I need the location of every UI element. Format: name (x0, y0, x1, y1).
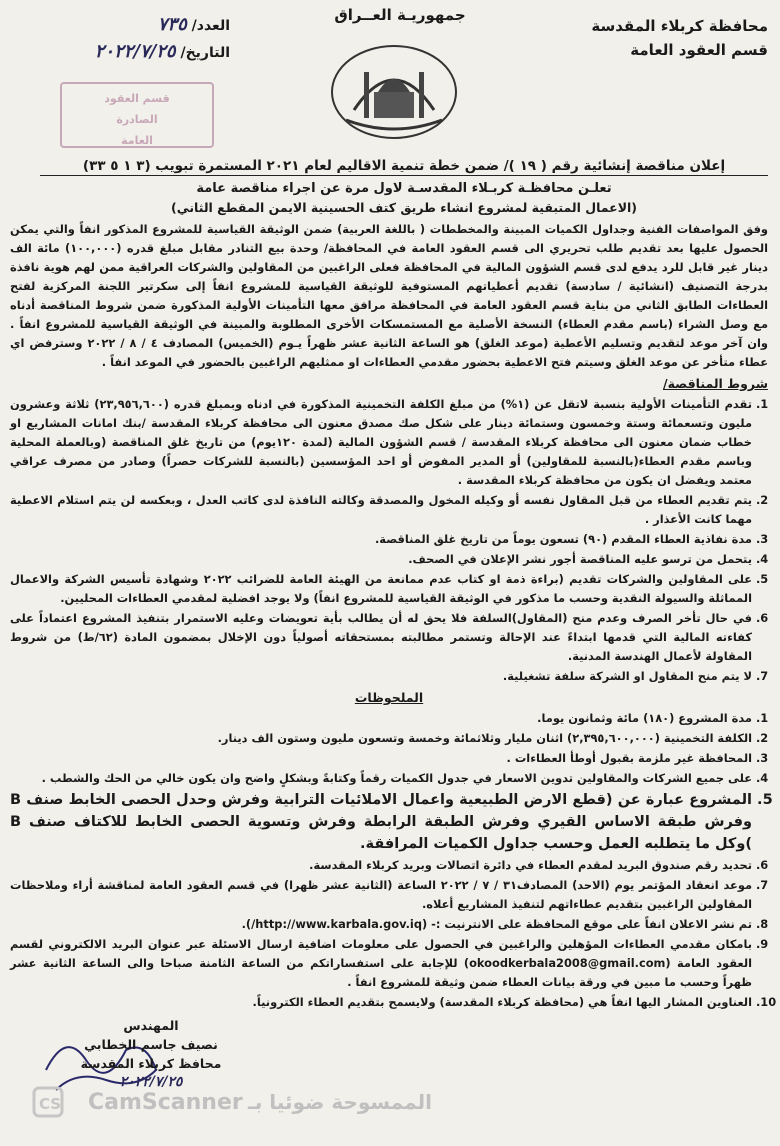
announcement-title: إعلان مناقصة إنشائية رقم ( ١٩ )/ ضمن خطة تنمية الاقاليم لعام ٢٠٢١ المستمرة تبويب (٣ ١ ٥ ٣٣) (40, 158, 768, 176)
signer-title: المهندس (123, 1018, 179, 1033)
svg-text:CS: CS (39, 1095, 62, 1113)
condition-item: 5. على المقاولين والشركات تقديم (براءة ذمة او كتاب عدم ممانعة من الهيئة العامة للضرائب ٢٠٢٢ وشهادة تأسيس الشركة والاعمال المماثلة والسيولة النقدية وحسب ما مذكور في الوثيقة القياسية للمشروع انفاً) ولا يوجد افضلية لمقدمي العطاءات المحليين. (10, 570, 752, 608)
condition-item: 1. تقدم التأمينات الأولية بنسبة لاتقل عن (١%) من مبلغ الكلفة التخمينية المذكورة في ادناه وبمبلغ قدره (٢٣,٩٥٦,٦٠٠) ثلاثة وعشرون مليون وتسعمائة وستة وخمسون وستمائة دينار على شكل صك مصدق معنون الى محافظة كربلاء المقدسة /بنك امانات المشاريع او خطاب ضمان معنون الى محافظة كربلاء المقدسة / قسم الشؤون المالية (لمدة ١٢٠يوم) من تاريخ غلق المناقصة (وبالعملة المحلية وباسم مقدم العطاء(بالنسبة للمقاولين) أو المدير المفوض أو احد المؤسسين (بالنسبة للشركات حصراً) وصادر من مصرف عراقي معتمد ويفضل ان يكون من محافظة كربلاء المقدسة . (10, 395, 752, 490)
signer-name: نصيف جاسم الخطابي (84, 1037, 218, 1052)
note-item: 8. تم نشر الاعلان انفاً على موقع المحافظة على الانترنيت :- (http://www.karbala.gov.iq/). (10, 915, 752, 934)
watermark-brand: CamScanner (88, 1090, 243, 1115)
condition-item: 4. يتحمل من ترسو عليه المناقصة أجور نشر الإعلان في الصحف. (10, 550, 752, 569)
note-item: 3. المحافظة غير ملزمة بقبول أوطأ العطاءات . (10, 749, 752, 768)
department-name: قسم العقود العامة (630, 41, 768, 59)
governorate-name: محافظة كربلاء المقدسة (591, 17, 768, 35)
issuer-block (588, 14, 768, 62)
note-item: 6. تحديد رقم صندوق البريد لمقدم العطاء في دائرة اتصالات وبريد كربلاء المقدسة. (10, 856, 752, 875)
signature-date: ٢٠٢٢/٧/٢٥ (119, 1074, 183, 1090)
condition-item: 2. يتم تقديم العطاء من قبل المقاول نفسه أو وكيله المخول والمصدقة وكالته النافذة لدى كاتب العدل ، وبعكسه لن يتم استلام الاعطية مهما كانت الأعذار . (10, 491, 752, 529)
document-body (10, 220, 768, 1013)
signer-role: محافظ كربلاء المقدسة (80, 1056, 222, 1071)
note-item: 9. بامكان مقدمي العطاءات المؤهلين والراغبين في الحصول على معلومات اضافية ارسال الاسئلة عبر عنوان البريد الالكتروني لقسم العقود العامة (okoodkerbala2008@gmail.com) للإجابة على استفساراتكم من الساعة الثامنة صباحا والى الساعة الثانية عشر ظهراً وحسب ما مبين في ورقة بيانات العطاء ضمن وثيقة للمشروع انفاً . (10, 935, 752, 992)
note-item: 2. الكلفة التخمينية (٢,٣٩٥,٦٠٠,٠٠٠) اثنان مليار وثلاثمائة وخمسة وتسعون مليون وستون الف دينار. (10, 729, 752, 748)
note-item: 1. مدة المشروع (١٨٠) مائة وثمانون يوما. (10, 709, 752, 728)
date-label: التاريخ/ (180, 45, 230, 61)
project-name: (الاعمال المتبقية لمشروع انشاء طريق كتف الحسينية الايمن المقطع الثاني) (170, 200, 637, 215)
condition-item: 6. في حال تأخر الصرف وعدم منح (المقاول)السلفة فلا يحق له أن يطالب بأية تعويضات وعليه الاستمرار بتنفيذ المشروع اعتماداً على كفاءته المالية التي قدمها ابتداءً عند الإحالة وتستمر مطالبته بمستحقاته أصولياً دون الإخلال بمضمون المادة (٦٢/ط) من شروط المقاولة لأعمال الهندسة المدنية. (10, 609, 752, 666)
intro-paragraph: وفق المواصفات الفنية وجداول الكميات المبينة والمخططات ( باللغة العربية) ضمن الوثيقة القياسية للمشروع المذكور انفاً والتي يمكن الحصول عليها بعد تقديم طلب تحريري الى قسم العقود العامة في المحافظة/ وحدة بيع التنادر مقابل مبلغ قدره (١٠٠,٠٠٠) مائة الف دينار غير قابل للرد يدفع لدى قسم الشؤون المالية في المحافظة فعلى الراغبين من المقاولين والشركات العراقية ممن لهم هوية نافذة بدرجة التصنيف (انشائية / سادسة) تقديم أعطياتهم المستوفية للوثيقة القياسية للمشروع انفاً إلى سكرتير اللجنة المركزية لفتح العطاءات الطابق الثاني من بناية قسم العقود العامة في المحافظة مرافق معها التأمينات الأولية المذكورة ضمن شروط المناقصة أدناه مع وصل الشراء (باسم مقدم العطاء) النسخة الأصلية مع المستمسكات الأخرى المطلوبة والمبينة في الوثيقة القياسية للمشروع انفاً . وان آخر موعد لتقديم وتسليم الأعطية (موعد الغلق) هو الساعة الثانية عشر ظهراً يـوم (الخميس) المصادف ٤ / ٨ / ٢٠٢٢ وسترفض اي عطاء متأخر عن موعد الغلق وسيتم فتح الاعطية بحضور مقدمي العطاءات او ممثليهم الراغبين بالحضور في الموعد انفاً . (10, 222, 769, 369)
signature-block (26, 1016, 276, 1092)
note-item: 7. موعد انعقاد المؤتمر يوم (الاحد) المصادف٣١ / ٧ / ٢٠٢٢ الساعة (الثانية عشر ظهرا) في قسم العقود العامة لمناقشة أراء وملاحظات المقاولين الراغبين بتقديم عطاءاتهم لتنفيذ المشاريع أعلاه. (10, 876, 752, 914)
condition-item: 3. مدة نفاذية العطاء المقدم (٩٠) تسعون يوماً من تاريخ غلق المناقصة. (10, 530, 752, 549)
number-label: العدد/ (191, 18, 230, 34)
conditions-list (10, 395, 768, 686)
date-value: ٢٠٢٢/٧/٢٥ (94, 41, 176, 62)
condition-item: 7. لا يتم منح المقاول او الشركة سلفة تشغيلية. (10, 667, 752, 686)
stamp-line: قسم العقود (104, 92, 170, 105)
reference-block (40, 12, 230, 66)
note-item: 10. العناوين المشار اليها انفاً هي (محافظة كربلاء المقدسة) ولايسمح بتقديم العطاء الكترونياً. (10, 993, 752, 1012)
announcement-subtitle: تعلـن محافظـة كربـلاء المقدسـة لاول مرة عن اجراء مناقصة عامة (196, 181, 612, 196)
country-name: جمهوريـة العــراق (334, 6, 466, 24)
number-line (40, 12, 230, 39)
department-stamp (60, 82, 214, 148)
note-item: 5. المشروع عبارة عن (قطع الارض الطبيعية واعمال الاملائيات الترابية وفرش وحدل الحصى الخابط صنف B وفرش طبقة الاساس القيري وفرش الطبقة الرابطة وفرش وتسوية الحصى الخابط للاكتاف صنف B )وكل ما يتطلبه العمل وحسب جداول الكميات المرافقة. (10, 789, 752, 855)
governorate-logo-icon (326, 40, 462, 140)
notes-heading: الملحوظات (354, 690, 424, 705)
conditions-heading: شروط المناقصة/ (663, 376, 768, 391)
watermark-arabic: الممسوحة ضوئيا بـ (248, 1090, 432, 1114)
number-value: ٧٣٥ (157, 14, 187, 35)
notes-list (10, 709, 768, 1012)
note-item: 4. على جميع الشركات والمقاولين تدوين الاسعار في جدول الكميات رقماً وكتابةً وبشكلٍ واضح وان يكون خالي من الحك والشطب . (10, 769, 752, 788)
stamp-line: العامة (121, 134, 153, 147)
stamp-line: الصادرة (116, 113, 158, 126)
date-line (40, 39, 230, 66)
